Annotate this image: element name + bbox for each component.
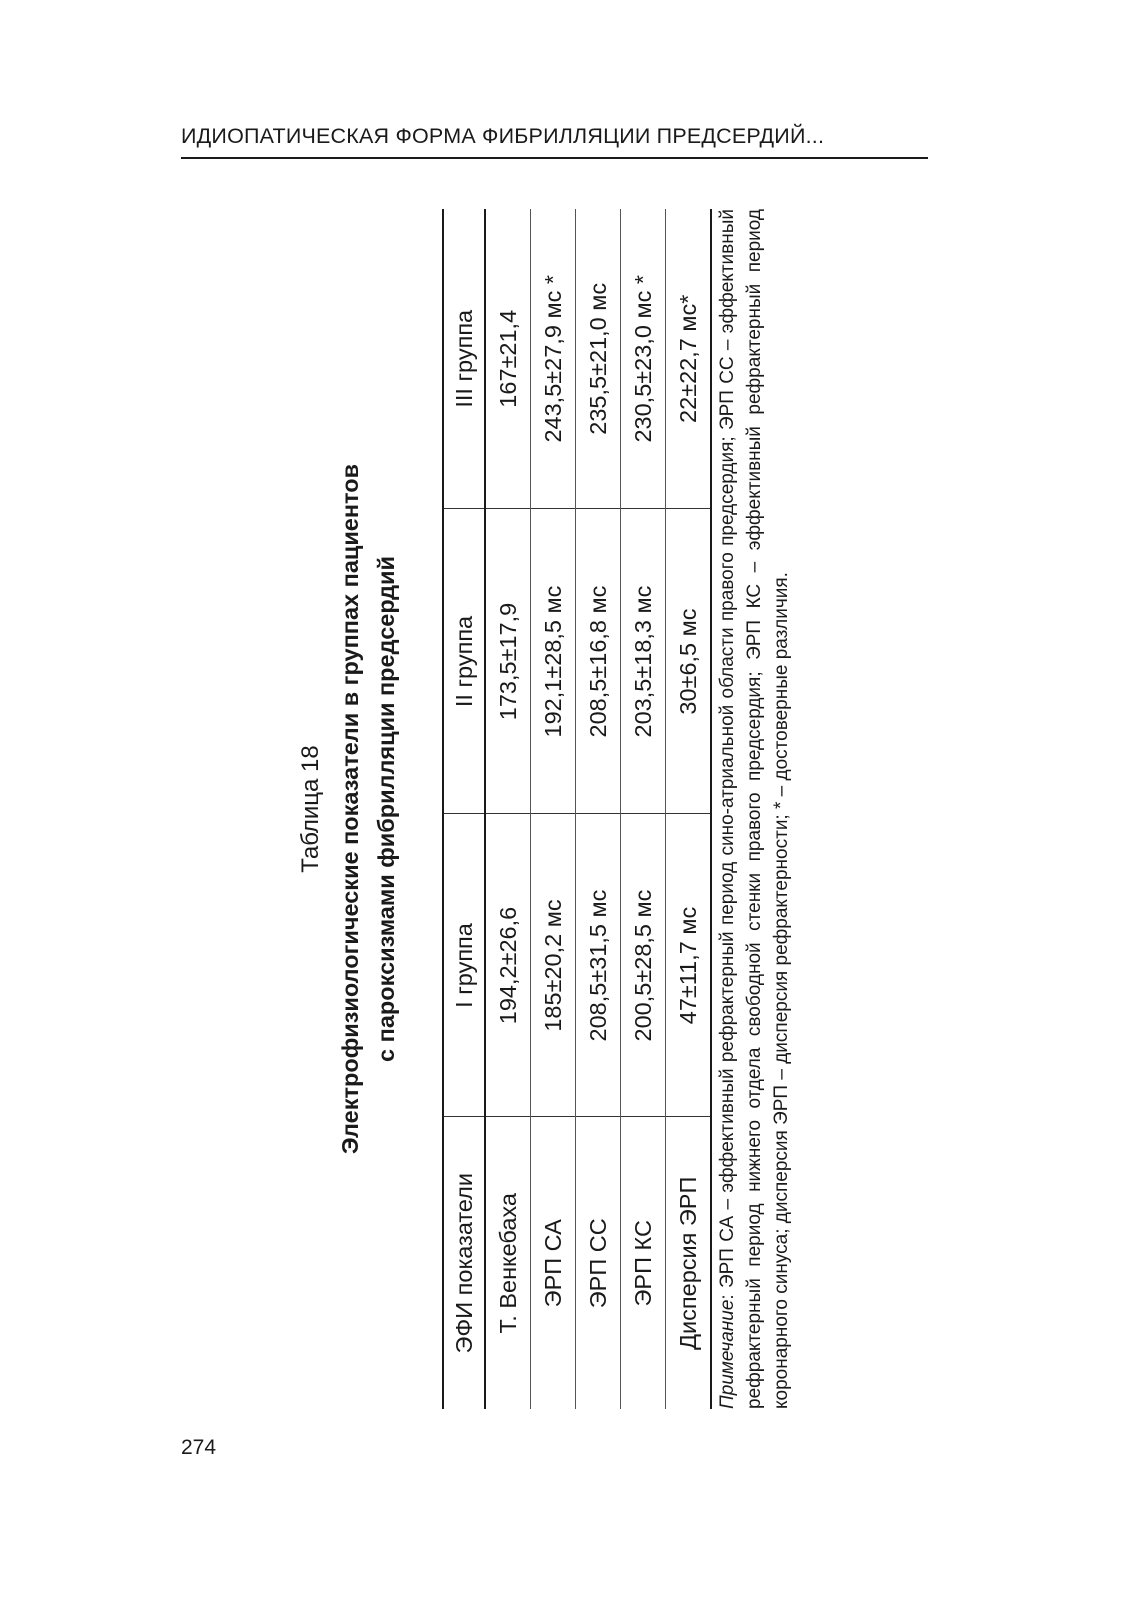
table-row [666, 209, 712, 1409]
table-title-line-2: с пароксизмами фибрилляции предсердий [373, 556, 399, 1062]
table-cell: 208,5±16,8 мс [576, 509, 621, 814]
table-row [621, 209, 666, 1409]
table-label: Таблица 18 [297, 745, 324, 873]
table-title-line-1: Электрофизиологические показатели в группах пациентов [337, 463, 363, 1155]
table-cell: 173,5±17,9 [485, 509, 531, 814]
table-row [531, 209, 576, 1409]
table-title [332, 209, 404, 1409]
table-cell: 167±21,4 [485, 209, 531, 509]
table-note [714, 209, 795, 1409]
table-cell: 203,5±18,3 мс [621, 509, 666, 814]
table-row [576, 209, 621, 1409]
page-number: 274 [181, 1436, 217, 1459]
table-cell: Дисперсия ЭРП [666, 1117, 712, 1409]
note-label: Примечание [717, 1299, 738, 1409]
table-cell: ЭРП СС [576, 1117, 621, 1409]
table-cell: 208,5±31,5 мс [576, 814, 621, 1117]
column-header: III группа [443, 209, 485, 509]
table-cell: 235,5±21,0 мс [576, 209, 621, 509]
table-cell: 243,5±27,9 мс * [531, 209, 576, 509]
table-cell: 230,5±23,0 мс * [621, 209, 666, 509]
rotated-table-block [290, 209, 810, 1409]
table-cell: 194,2±26,6 [485, 814, 531, 1117]
data-table [442, 209, 712, 1409]
table-cell: 30±6,5 мс [666, 509, 712, 814]
column-header: ЭФИ показатели [443, 1117, 485, 1409]
table-cell: Т. Венкебаха [485, 1117, 531, 1409]
header-rule [181, 157, 928, 159]
note-text: : ЭРП СА – эффективный рефрактерный период сино-атриальной области правого предсердия; ЭРП СС – эффективный рефрактерный период нижнего отдела свободной стенки правого предсердия; ЭРП КС – эффективный рефрактерный период коронарного синуса; дисперсия ЭРП – дисперсия рефрактерности; * – достоверные различия. [717, 209, 792, 1409]
table-cell: 47±11,7 мс [666, 814, 712, 1117]
column-header: II группа [443, 509, 485, 814]
running-title: ИДИОПАТИЧЕСКАЯ ФОРМА ФИБРИЛЛЯЦИИ ПРЕДСЕРДИЙ... [181, 124, 825, 148]
table-cell: 22±22,7 мс* [666, 209, 712, 509]
table-cell: 200,5±28,5 мс [621, 814, 666, 1117]
table-header-row [443, 209, 485, 1409]
table-cell: 185±20,2 мс [531, 814, 576, 1117]
table-row [485, 209, 531, 1409]
table-cell: 192,1±28,5 мс [531, 509, 576, 814]
table-cell: ЭРП КС [621, 1117, 666, 1409]
column-header: I группа [443, 814, 485, 1117]
table-cell: ЭРП СА [531, 1117, 576, 1409]
